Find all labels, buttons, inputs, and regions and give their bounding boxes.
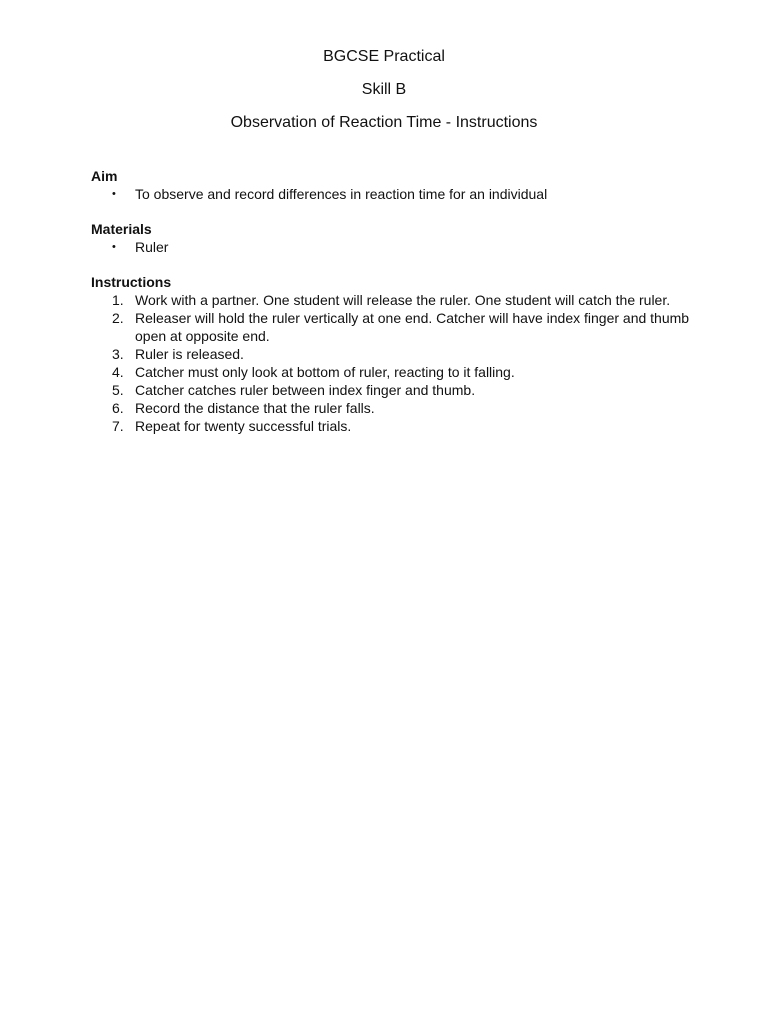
instructions-heading: Instructions bbox=[91, 274, 172, 290]
aim-section bbox=[91, 167, 691, 203]
list-item bbox=[91, 399, 691, 417]
materials-item-text: Ruler bbox=[135, 239, 169, 255]
course-title: BGCSE Practical bbox=[323, 48, 445, 65]
list-item bbox=[91, 345, 691, 363]
list-item bbox=[91, 238, 691, 256]
list-item bbox=[91, 309, 691, 345]
bullet-icon: • bbox=[112, 188, 116, 200]
page-title: Observation of Reaction Time - Instructions bbox=[230, 114, 538, 131]
list-item bbox=[91, 363, 691, 381]
aim-item-text: To observe and record differences in reaction time for an individual bbox=[135, 186, 548, 202]
step-text: Repeat for twenty successful trials. bbox=[135, 418, 352, 434]
list-item bbox=[91, 381, 691, 399]
title-block bbox=[0, 46, 768, 145]
instructions-list bbox=[91, 291, 691, 435]
step-number: 2. bbox=[112, 310, 124, 326]
skill-title: Skill B bbox=[361, 81, 407, 98]
step-text: Record the distance that the ruler falls. bbox=[135, 400, 375, 416]
step-text: Work with a partner. One student will release the ruler. One student will catch the ruler. bbox=[135, 292, 671, 308]
step-number: 4. bbox=[112, 364, 124, 380]
step-text: Releaser will hold the ruler vertically at one end. Catcher will have index finger and thumb open at opposite end. bbox=[135, 310, 690, 344]
instructions-section bbox=[91, 273, 691, 435]
step-number: 7. bbox=[112, 418, 124, 434]
step-number: 1. bbox=[112, 292, 124, 308]
step-number: 6. bbox=[112, 400, 124, 416]
aim-list bbox=[91, 185, 691, 203]
step-text: Ruler is released. bbox=[135, 346, 244, 362]
step-number: 3. bbox=[112, 346, 124, 362]
step-text: Catcher catches ruler between index finger and thumb. bbox=[135, 382, 476, 398]
materials-heading: Materials bbox=[91, 221, 152, 237]
list-item bbox=[91, 417, 691, 435]
list-item bbox=[91, 185, 691, 203]
materials-list bbox=[91, 238, 691, 256]
aim-heading: Aim bbox=[91, 168, 118, 184]
step-number: 5. bbox=[112, 382, 124, 398]
document-body bbox=[91, 167, 691, 452]
bullet-icon: • bbox=[112, 241, 116, 253]
list-item bbox=[91, 291, 691, 309]
step-text: Catcher must only look at bottom of ruler, reacting to it falling. bbox=[135, 364, 515, 380]
materials-section bbox=[91, 220, 691, 256]
